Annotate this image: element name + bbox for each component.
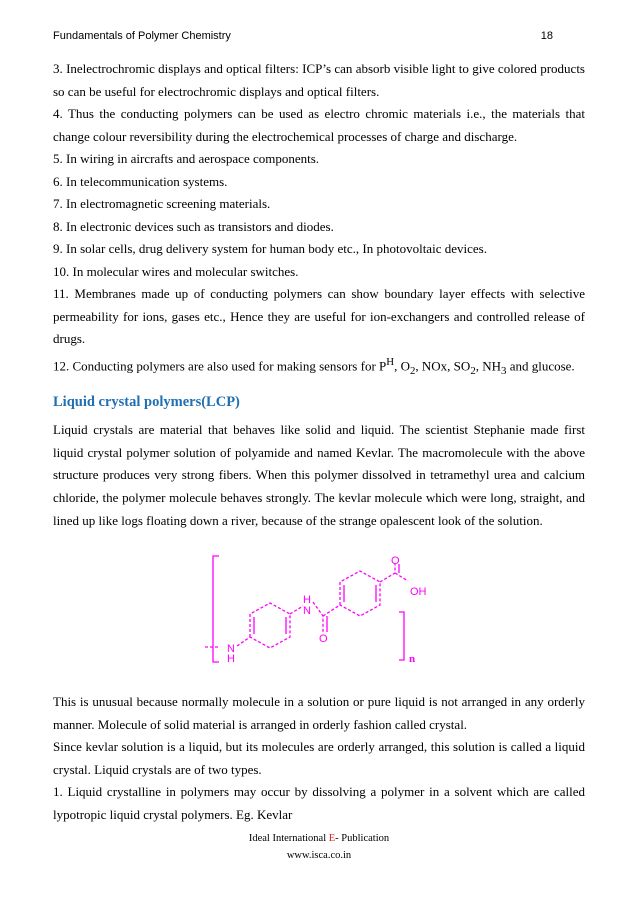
item12-so2-sub: 2 — [470, 364, 476, 377]
paragraph: Since kevlar solution is a liquid, but its molecules are orderly arranged, this solution is called a liquid crystal. Liquid crystals are of two types. — [53, 739, 585, 777]
atom-h-left: H — [227, 653, 235, 665]
repeat-subscript: n — [409, 653, 416, 665]
list-item: 3. Inelectrochromic displays and optical filters: ICP’s can absorb visible light to give colored products so can be useful for electrochromic displays and optical filters. — [53, 61, 585, 99]
list-item-12: 12. Conducting polymers are also used for making sensors for $P^H$, $O_2$, NOx, $SO_2$, $NH_3$ and glucose. — [53, 355, 575, 377]
item12-nh3: NH — [482, 357, 502, 373]
item12-o2: O — [400, 357, 410, 373]
right-bracket — [399, 612, 404, 660]
atom-n-mid: N — [303, 605, 311, 617]
item12-end: and glucose. — [506, 357, 575, 373]
list-item: 10. In molecular wires and molecular switches. — [53, 263, 299, 279]
atom-o-mid: O — [319, 633, 328, 645]
footer-post: - Publication — [335, 833, 390, 844]
list-item: 9. In solar cells, drug delivery system for human body etc., In photovoltaic devices. — [53, 241, 487, 256]
list-item: 6. In telecommunication systems. — [53, 173, 228, 189]
item12-nh3-sub: 3 — [501, 364, 507, 377]
item12-nox: NOx, SO — [421, 357, 471, 373]
right-benzene-ring — [340, 571, 380, 616]
footer-publisher — [0, 833, 638, 844]
item12-text: 12. Conducting polymers are also used for making sensors for P — [53, 357, 387, 373]
footer-e: E — [328, 833, 336, 844]
section-heading: Liquid crystal polymers(LCP) — [53, 394, 240, 410]
item12-o2-sub: 2 — [409, 364, 416, 377]
lcp-paragraph: Liquid crystals are material that behaves like solid and liquid. The scientist Stephanie made first liquid crystal polymer solution of polyamide and named Kevlar. The macromolecule with the above structure produces very strong fibers. When this polymer dissolved in tetramethyl urea and calcium chloride, the polymer molecule behaves strongly. The kevlar molecule which were long, straight, and lined up like logs floating down a river, because of the strange opalescent look of the solution. — [53, 422, 585, 528]
left-bracket — [213, 556, 219, 662]
running-title: Fundamentals of Polymer Chemistry — [53, 30, 231, 42]
after-structure-text — [53, 691, 585, 826]
list-item: 8. In electronic devices such as transistors and diodes. — [53, 218, 334, 234]
paragraph: This is unusual because normally molecule in a solution or pure liquid is not arranged in any orderly manner. Molecule of solid material is arranged in orderly fashion called crystal. — [53, 694, 585, 732]
footer-pre: Ideal International — [248, 833, 329, 844]
page-header — [53, 30, 553, 42]
list-item: 11. Membranes made up of conducting polymers can show boundary layer effects with selective permeability for ions, gases etc., Hence they are useful for ion-exchangers and controlled release of drugs. — [53, 286, 585, 346]
atom-oh: OH — [410, 586, 427, 598]
atom-o-top: O — [391, 555, 400, 567]
atom-h-mid: H — [303, 594, 311, 606]
item12-sup: H — [386, 355, 395, 368]
kevlar-structure — [205, 550, 435, 665]
list-item: 7. In electromagnetic screening materials. — [53, 196, 271, 211]
list-item: 5. In wiring in aircrafts and aerospace components. — [53, 151, 320, 166]
left-benzene-ring — [250, 603, 290, 648]
page-number: 18 — [540, 30, 553, 42]
atom-n-left: N — [227, 643, 235, 655]
footer-url: www.isca.co.in — [286, 850, 352, 861]
paragraph: 1. Liquid crystalline in polymers may occur by dissolving a polymer in a solvent which are called lypotropic liquid crystal polymers. Eg. Kevlar — [53, 784, 585, 822]
list-item: 4. Thus the conducting polymers can be used as electro chromic materials i.e., the materials that change colour reversibility during the electrochemical processes of charge and discharge. — [53, 106, 585, 144]
applications-list — [53, 58, 585, 382]
